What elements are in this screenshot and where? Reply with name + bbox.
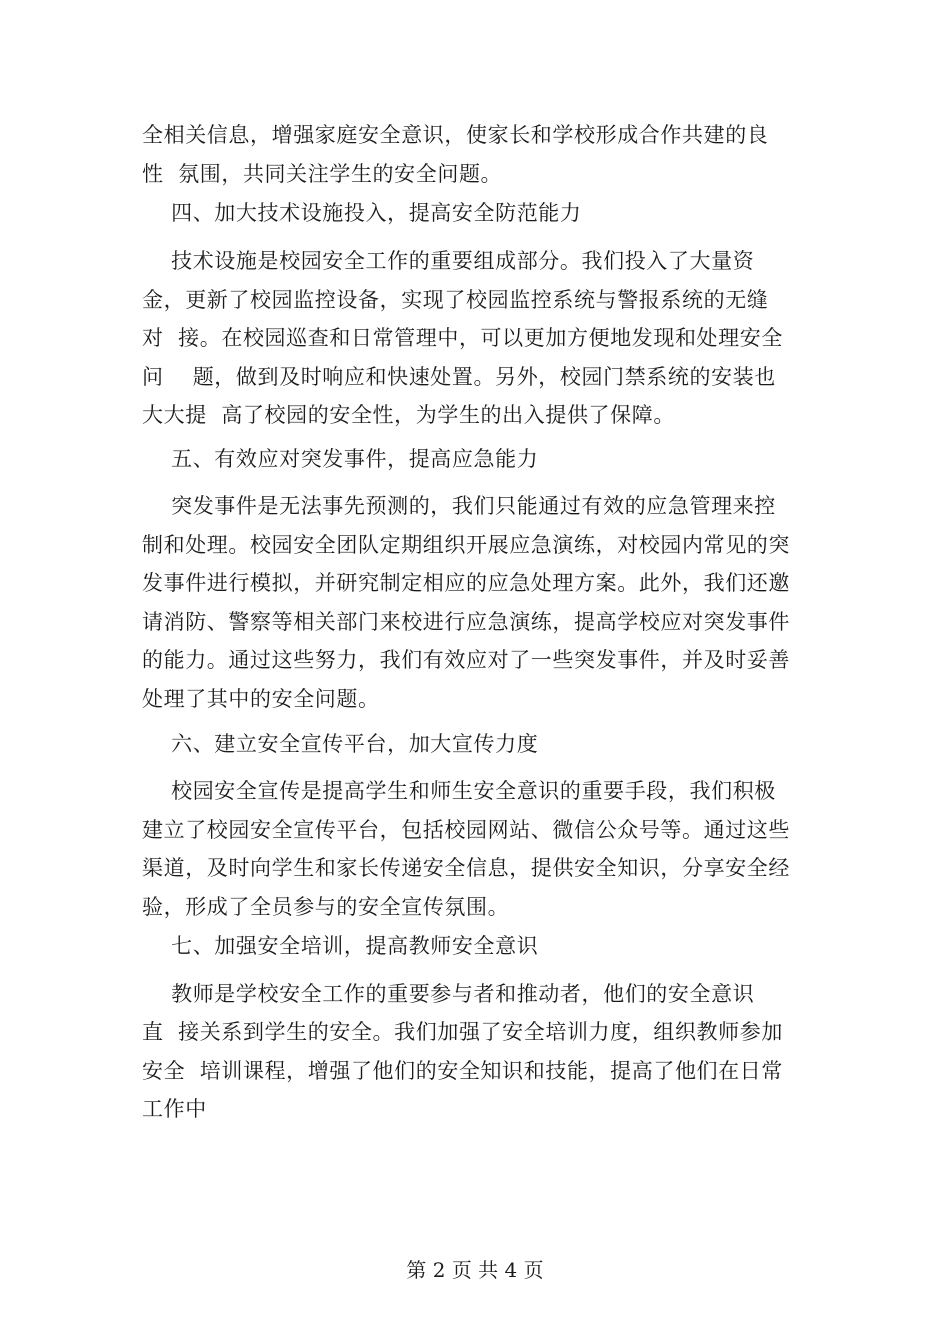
text-line: 制和处理。校园安全团队定期组织开展应急演练，对校园内常见的突 bbox=[142, 533, 790, 557]
text-line: 金，更新了校园监控设备，实现了校园监控系统与警报系统的无缝 bbox=[142, 288, 769, 312]
section-heading: 四、加大技术设施投入，提高安全防范能力 bbox=[142, 201, 582, 225]
text-line: 大大提 高了校园的安全性，为学生的出入提供了保障。 bbox=[142, 403, 675, 427]
text-line: 性 氛围，共同关注学生的安全问题。 bbox=[142, 162, 503, 186]
page-number-footer: 第 2 页 共 4 页 bbox=[406, 1258, 544, 1282]
text-line: 技术设施是校园安全工作的重要组成部分。我们投入了大量资 bbox=[142, 249, 755, 273]
text-line: 建立了校园安全宣传平台，包括校园网站、微信公众号等。通过这些 bbox=[142, 818, 790, 842]
text-line: 验，形成了全员参与的安全宣传氛围。 bbox=[142, 895, 510, 919]
text-line: 的能力。通过这些努力，我们有效应对了一些突发事件，并及时妥善 bbox=[142, 648, 790, 672]
text-line: 请消防、警察等相关部门来校进行应急演练，提高学校应对突发事件 bbox=[142, 610, 790, 634]
text-line: 教师是学校安全工作的重要参与者和推动者，他们的安全意识 bbox=[142, 982, 755, 1006]
text-line: 校园安全宣传是提高学生和师生安全意识的重要手段，我们积极 bbox=[142, 779, 776, 803]
text-line: 问 题，做到及时响应和快速处置。另外，校园门禁系统的安装也 bbox=[142, 365, 776, 389]
text-line: 突发事件是无法事先预测的，我们只能通过有效的应急管理来控 bbox=[142, 494, 776, 518]
section-heading: 七、加强安全培训，提高教师安全意识 bbox=[142, 934, 539, 958]
text-line: 发事件进行模拟，并研究制定相应的应急处理方案。此外，我们还邀 bbox=[142, 571, 790, 595]
section-heading: 五、有效应对突发事件，提高应急能力 bbox=[142, 447, 539, 471]
text-line: 工作中 bbox=[142, 1097, 207, 1121]
text-line: 对 接。在校园巡查和日常管理中，可以更加方便地发现和处理安全 bbox=[142, 326, 783, 350]
text-line: 直 接关系到学生的安全。我们加强了安全培训力度，组织教师参加 bbox=[142, 1020, 783, 1044]
text-line: 全相关信息，增强家庭安全意识，使家长和学校形成合作共建的良 bbox=[142, 123, 769, 147]
text-line: 渠道，及时向学生和家长传递安全信息，提供安全知识，分享安全经 bbox=[142, 856, 790, 880]
text-line: 处理了其中的安全问题。 bbox=[142, 687, 380, 711]
section-heading: 六、建立安全宣传平台，加大宣传力度 bbox=[142, 732, 539, 756]
text-line: 安全 培训课程，增强了他们的安全知识和技能，提高了他们在日常 bbox=[142, 1059, 783, 1083]
